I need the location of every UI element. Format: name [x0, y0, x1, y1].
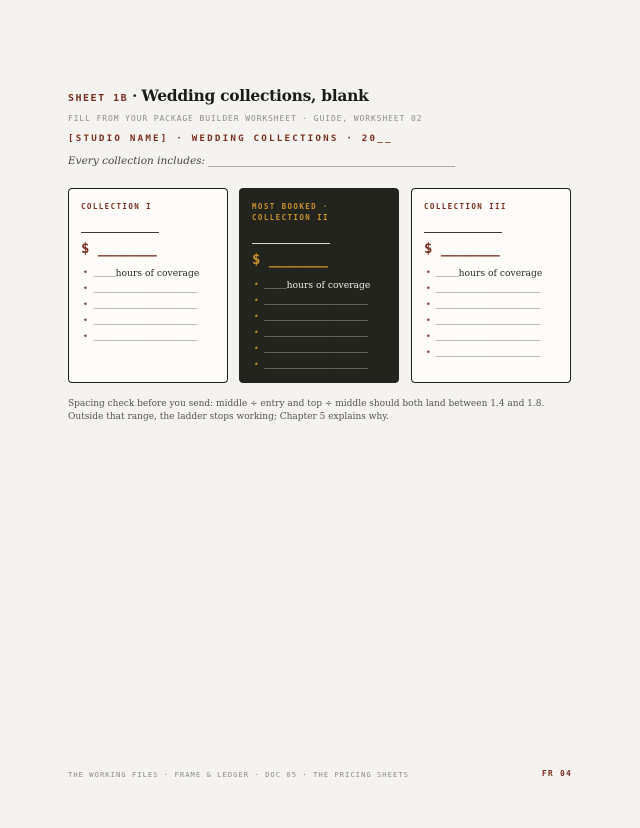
sheet-heading — [68, 86, 572, 105]
bullet-icon: • — [83, 316, 88, 325]
collection-price: $ _______ — [81, 241, 157, 257]
collection-price: $ _______ — [424, 241, 500, 257]
feature-blank: _______________________ — [264, 328, 368, 338]
feature-item — [254, 341, 388, 357]
collection-card-2 — [239, 188, 399, 383]
feature-blank: _______________________ — [93, 332, 197, 342]
feature-item — [254, 277, 388, 293]
feature-item — [426, 313, 560, 329]
feature-item — [426, 329, 560, 345]
feature-blank: _______________________ — [264, 312, 368, 322]
feature-list — [83, 265, 217, 345]
feature-list — [254, 277, 388, 373]
feature-item — [254, 325, 388, 341]
collection-name-blank — [252, 243, 330, 244]
feature-item — [426, 345, 560, 361]
heading-separator: · — [132, 87, 138, 105]
feature-blank: _______________________ — [436, 316, 540, 326]
bullet-icon: • — [83, 300, 88, 309]
collection-name-blank — [424, 232, 502, 233]
feature-item — [83, 281, 217, 297]
feature-item — [83, 313, 217, 329]
feature-item — [83, 265, 217, 281]
collection-card-1 — [68, 188, 228, 383]
feature-item — [426, 281, 560, 297]
feature-blank: _______________________ — [264, 360, 368, 370]
bullet-icon: • — [254, 312, 259, 321]
bullet-icon: • — [426, 300, 431, 309]
bullet-icon: • — [426, 316, 431, 325]
collection-label: COLLECTION I — [81, 202, 152, 211]
collection-name-blank — [81, 232, 159, 233]
feature-text: hours of coverage — [286, 279, 371, 291]
bullet-icon: • — [83, 332, 88, 341]
page-title: Wedding collections, blank — [141, 86, 369, 105]
collection-label: MOST BOOKED · COLLECTION II — [252, 202, 329, 222]
bullet-icon: • — [254, 296, 259, 305]
footer-text: THE WORKING FILES · FRAME & LEDGER · DOC 05 · THE PRICING SHEETS — [68, 770, 409, 779]
feature-blank: _____ — [93, 268, 116, 278]
feature-blank: _____ — [264, 280, 287, 290]
worksheet-page — [68, 86, 572, 422]
feature-blank: _______________________ — [436, 300, 540, 310]
bullet-icon: • — [426, 268, 431, 277]
page-subtitle: FILL FROM YOUR PACKAGE BUILDER WORKSHEET · GUIDE, WORKSHEET 02 — [68, 114, 423, 123]
feature-blank: _______________________ — [264, 296, 368, 306]
feature-blank: _______________________ — [93, 284, 197, 294]
spacing-note: Spacing check before you send: middle ÷ entry and top ÷ middle should both land between 1.4 and 1.8. Outside that range, the ladder stops working; Chapter 5 explains why. — [68, 399, 545, 422]
collection-price: $ _______ — [252, 252, 328, 268]
feature-blank: _______________________ — [93, 316, 197, 326]
feature-item — [254, 309, 388, 325]
bullet-icon: • — [254, 360, 259, 369]
bullet-icon: • — [254, 328, 259, 337]
feature-blank: _______________________ — [264, 344, 368, 354]
bullet-icon: • — [426, 348, 431, 357]
bullet-icon: • — [254, 280, 259, 289]
feature-blank: _______________________ — [436, 348, 540, 358]
feature-text: hours of coverage — [115, 267, 200, 279]
bullet-icon: • — [254, 344, 259, 353]
bullet-icon: • — [83, 268, 88, 277]
feature-text: hours of coverage — [458, 267, 543, 279]
collection-label: COLLECTION III — [424, 202, 507, 211]
includes-line: Every collection includes: _______________________________________________ — [68, 155, 456, 167]
feature-list — [426, 265, 560, 361]
feature-item — [426, 297, 560, 313]
collection-cards — [68, 188, 572, 385]
page-number: FR 04 — [541, 769, 572, 778]
feature-blank: _______________________ — [93, 300, 197, 310]
feature-blank: _______________________ — [436, 332, 540, 342]
feature-item — [426, 265, 560, 281]
feature-blank: _______________________ — [436, 284, 540, 294]
bullet-icon: • — [426, 332, 431, 341]
bullet-icon: • — [83, 284, 88, 293]
feature-item — [254, 357, 388, 373]
feature-item — [83, 297, 217, 313]
bullet-icon: • — [426, 284, 431, 293]
studio-line: [STUDIO NAME] · WEDDING COLLECTIONS · 20__ — [68, 133, 393, 144]
feature-item — [254, 293, 388, 309]
sheet-tag: SHEET 1B — [68, 93, 129, 104]
collection-card-3 — [411, 188, 571, 383]
feature-blank: _____ — [436, 268, 459, 278]
feature-item — [83, 329, 217, 345]
